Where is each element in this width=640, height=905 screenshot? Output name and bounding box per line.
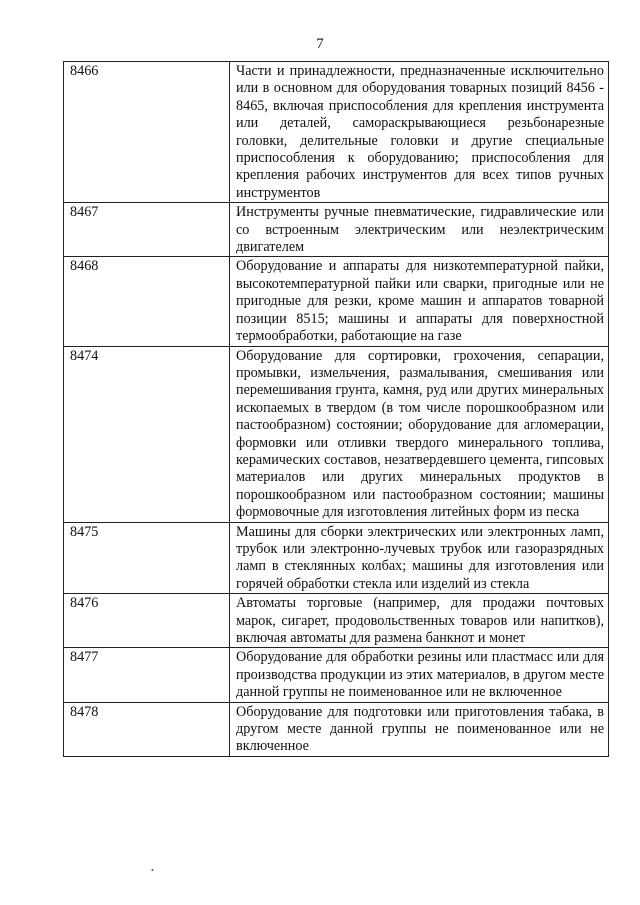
table-row [64,648,609,702]
description-cell: Автоматы торговые (например, для продажи почтовых марок, сигарет, продовольственных товаров или напитков), включая автоматы для размена банкнот и монет [230,594,609,648]
tnved-codes-table [63,61,609,757]
table-row [64,522,609,594]
code-cell: 8467 [64,203,230,257]
table-body [64,62,609,757]
description-cell: Оборудование для сортировки, грохочения, сепарации, промывки, измельчения, размалывания, смешивания или перемешивания грунта, камня, руд или других минеральных ископаемых в твердом (в том числе порошкообразном или пастообразном) состоянии; оборудование для агломерации, формовки или отливки твердого минерального топлива, керамических составов, незатвердевшего цемента, гипсовых материалов или других минеральных продуктов в порошкообразном или пастообразном состоянии; машины формовочные для изготовления литейных форм из песка [230,346,609,522]
description-cell: Части и принадлежности, предназначенные исключительно или в основном для оборудования товарных позиций 8456 - 8465, включая приспособления для крепления инструмента или деталей, самораскрывающиеся резьбонарезные головки, делительные головки и другие специальные приспособления к оборудованию; приспособления для крепления рабочих инструментов для всех типов ручных инструментов [230,62,609,203]
code-cell: 8478 [64,702,230,756]
code-cell: 8474 [64,346,230,522]
table-row [64,62,609,203]
page-number: 7 [316,36,324,52]
description-cell: Оборудование для обработки резины или пластмасс или для производства продукции из этих материалов, в другом месте данной группы не поименованное или не включенное [230,648,609,702]
scan-speck: • [151,866,154,875]
code-cell: 8468 [64,257,230,346]
code-cell: 8476 [64,594,230,648]
description-cell: Оборудование для подготовки или приготовления табака, в другом месте данной группы не поименованное или не включенное [230,702,609,756]
table-row [64,203,609,257]
description-cell: Инструменты ручные пневматические, гидравлические или со встроенным электрическим или неэлектрическим двигателем [230,203,609,257]
description-cell: Машины для сборки электрических или электронных ламп, трубок или электронно-лучевых трубок или газоразрядных ламп в стеклянных колбах; машины для изготовления или горячей обработки стекла или изделий из стекла [230,522,609,594]
table-row [64,702,609,756]
table-row [64,346,609,522]
code-cell: 8466 [64,62,230,203]
code-cell: 8475 [64,522,230,594]
table-row [64,257,609,346]
code-cell: 8477 [64,648,230,702]
description-cell: Оборудование и аппараты для низкотемпературной пайки, высокотемпературной пайки или сварки, пригодные или не пригодные для резки, кроме машин и аппаратов товарной позиции 8515; машины и аппараты для поверхностной термообработки, работающие на газе [230,257,609,346]
table-row [64,594,609,648]
